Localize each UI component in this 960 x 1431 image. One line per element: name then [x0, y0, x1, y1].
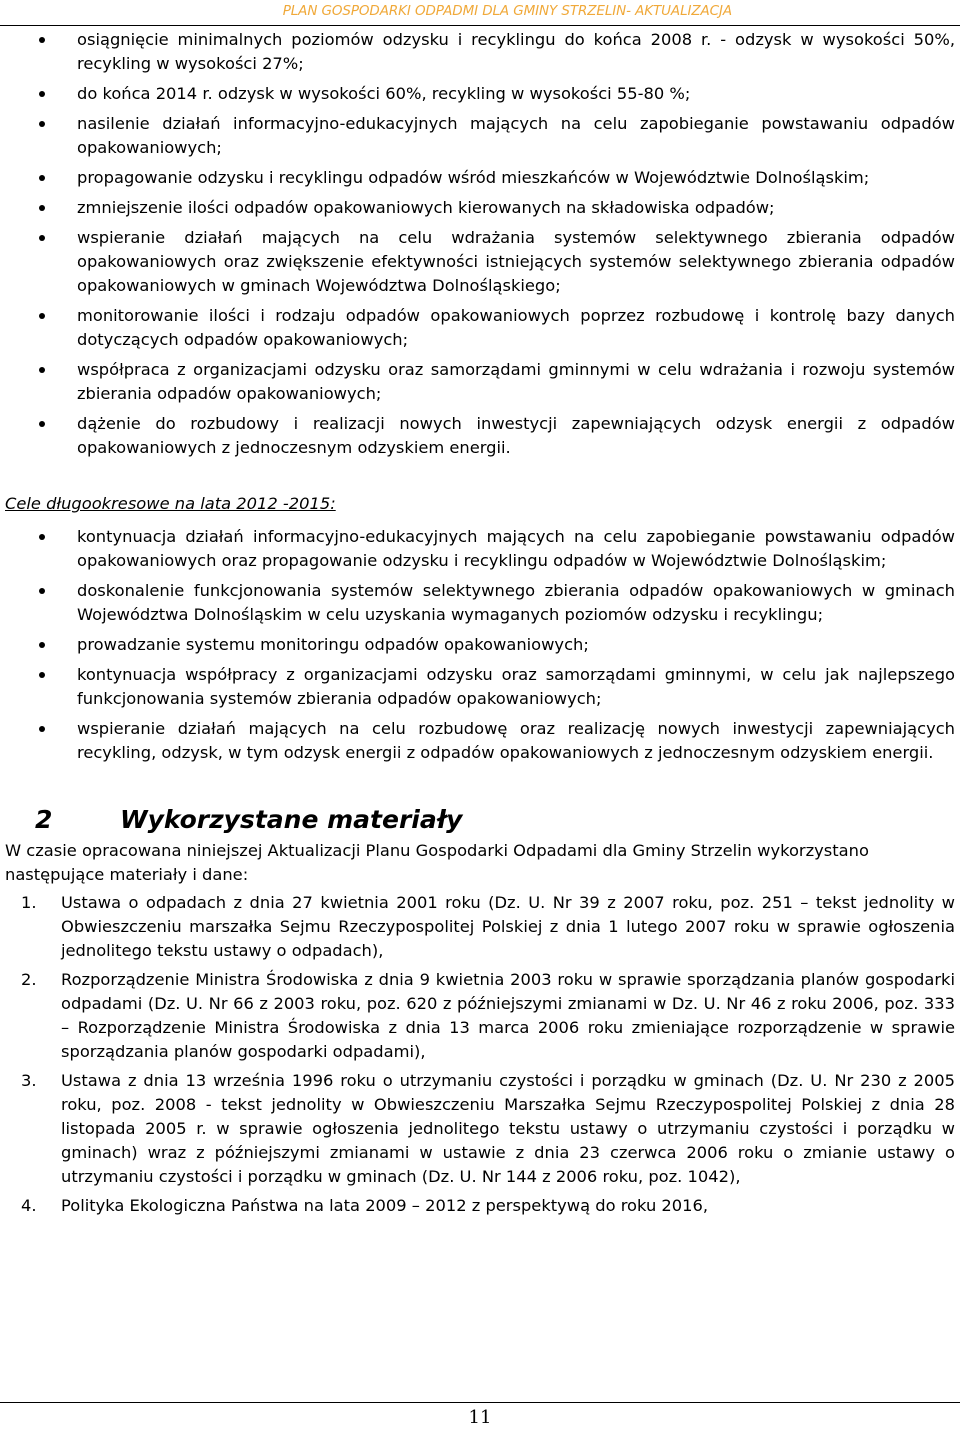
list-item — [0, 358, 955, 406]
section-number: 2 — [35, 805, 53, 834]
bullet-icon — [39, 91, 45, 97]
list-item — [0, 112, 955, 160]
section-title: Wykorzystane materiały — [120, 805, 463, 834]
list-item-text: propagowanie odzysku i recyklingu odpadów wśród mieszkańców w Województwie Dolnośląskim; — [77, 168, 870, 187]
list-item-text: nasilenie działań informacyjno-edukacyjnych mających na celu zapobieganie powstawaniu odpadów opakowaniowych; — [77, 114, 955, 157]
list-item-text: współpraca z organizacjami odzysku oraz samorządami gminnymi w celu wdrażania i rozwoju systemów zbierania odpadów opakowaniowych; — [77, 360, 955, 403]
list-item — [0, 226, 955, 298]
section-intro: W czasie opracowana niniejszej Aktualizacji Planu Gospodarki Odpadami dla Gminy Strzelin wykorzystano następujące materiały i dane: — [5, 841, 869, 884]
footer-rule — [0, 1402, 960, 1403]
list-item-text: kontynuacja współpracy z organizacjami odzysku oraz samorządami gminnymi, w celu jak najlepszego funkcjonowania systemów zbierania odpadów opakowaniowych; — [77, 665, 955, 708]
list-item-text: zmniejszenie ilości odpadów opakowaniowych kierowanych na składowiska odpadów; — [77, 198, 775, 217]
long-term-goals-list — [0, 525, 955, 765]
bullet-icon — [39, 534, 45, 540]
list-item — [0, 304, 955, 352]
bullet-icon — [39, 205, 45, 211]
bullet-icon — [39, 175, 45, 181]
header-rule — [0, 25, 960, 26]
bullet-icon — [39, 121, 45, 127]
short-term-goals-list — [0, 28, 955, 460]
references-list — [0, 891, 955, 1218]
list-item — [0, 412, 955, 460]
running-header: PLAN GOSPODARKI ODPADMI DLA GMINY STRZELIN- AKTUALIZACJA — [282, 3, 732, 19]
list-item — [0, 717, 955, 765]
list-item — [0, 28, 955, 76]
list-item-text: monitorowanie ilości i rodzaju odpadów opakowaniowych poprzez rozbudowę i kontrolę bazy danych dotyczących odpadów opakowaniowych; — [77, 306, 955, 349]
reference-item — [0, 891, 955, 963]
reference-text: Ustawa z dnia 13 września 1996 roku o utrzymaniu czystości i porządku w gminach (Dz. U. Nr 230 z 2005 roku, poz. 2008 - tekst jednolity w Obwieszczeniu Marszałka Sejmu Rzeczypospolitej Polskiej z dnia 28 listopada 2005 r. w sprawie ogłoszenia jednolitego tekstu ustawy o utrzymaniu czystości i porządku w gminach) wraz z późniejszymi zmianami w ustawie z dnia 23 czerwca 2006 roku o zmianie ustawy o utrzymaniu czystości i porządku w gminach (Dz. U. Nr 144 z 2006 roku, poz. 1042), — [61, 1071, 955, 1186]
reference-text: Rozporządzenie Ministra Środowiska z dnia 9 kwietnia 2003 roku w sprawie sporządzania planów gospodarki odpadami (Dz. U. Nr 66 z 2003 roku, poz. 620 z późniejszymi zmianami w Dz. U. Nr 46 z roku 2006, poz. 333 – Rozporządzenie Ministra Środowiska z dnia 13 marca 2006 roku zmieniające rozporządzenie w sprawie sporządzania planów gospodarki odpadami), — [61, 970, 955, 1061]
reference-item — [0, 1194, 955, 1218]
reference-item — [0, 968, 955, 1064]
bullet-icon — [39, 642, 45, 648]
list-item-text: doskonalenie funkcjonowania systemów selektywnego zbierania odpadów opakowaniowych w gminach Województwa Dolnośląskim w celu uzyskania wymaganych poziomów odzysku i recyklingu; — [77, 581, 955, 624]
list-item-text: prowadzanie systemu monitoringu odpadów opakowaniowych; — [77, 635, 589, 654]
bullet-icon — [39, 367, 45, 373]
page-content — [0, 28, 955, 1223]
bullet-icon — [39, 37, 45, 43]
long-term-heading: Cele długookresowe na lata 2012 -2015: — [5, 494, 336, 513]
reference-number: 4. — [21, 1196, 37, 1215]
page-number: 11 — [468, 1407, 492, 1428]
list-item-text: do końca 2014 r. odzysk w wysokości 60%, recykling w wysokości 55-80 %; — [77, 84, 691, 103]
list-item-text: osiągnięcie minimalnych poziomów odzysku i recyklingu do końca 2008 r. - odzysk w wysokości 50%, recykling w wysokości 27%; — [77, 30, 955, 73]
list-item — [0, 82, 955, 106]
list-item-text: kontynuacja działań informacyjno-edukacyjnych mających na celu zapobieganie powstawaniu odpadów opakowaniowych oraz propagowanie odzysku i recyklingu odpadów w Województwie Dolnośląskim; — [77, 527, 955, 570]
list-item — [0, 196, 955, 220]
list-item — [0, 633, 955, 657]
list-item — [0, 166, 955, 190]
section-heading — [0, 805, 955, 835]
bullet-icon — [39, 672, 45, 678]
bullet-icon — [39, 588, 45, 594]
list-item-text: dążenie do rozbudowy i realizacji nowych inwestycji zapewniających odzysk energii z odpadów opakowaniowych z jednoczesnym odzyskiem energii. — [77, 414, 955, 457]
bullet-icon — [39, 421, 45, 427]
reference-number: 2. — [21, 970, 37, 989]
bullet-icon — [39, 313, 45, 319]
reference-number: 1. — [21, 893, 37, 912]
reference-item — [0, 1069, 955, 1189]
reference-text: Ustawa o odpadach z dnia 27 kwietnia 2001 roku (Dz. U. Nr 39 z 2007 roku, poz. 251 – tekst jednolity w Obwieszczeniu marszałka Sejmu Rzeczypospolitej Polskiej z dnia 1 lutego 2007 roku w sprawie ogłoszenia jednolitego tekstu ustawy o odpadach), — [61, 893, 955, 960]
list-item — [0, 663, 955, 711]
list-item-text: wspieranie działań mających na celu wdrażania systemów selektywnego zbierania odpadów opakowaniowych oraz zwiększenie efektywności istniejących systemów selektywnego zbierania odpadów opakowaniowych w gminach Województwa Dolnośląskiego; — [77, 228, 955, 295]
list-item-text: wspieranie działań mających na celu rozbudowę oraz realizację nowych inwestycji zapewniających recykling, odzysk, w tym odzysk energii z odpadów opakowaniowych z jednoczesnym odzyskiem energii. — [77, 719, 955, 762]
list-item — [0, 579, 955, 627]
list-item — [0, 525, 955, 573]
reference-number: 3. — [21, 1071, 37, 1090]
bullet-icon — [39, 726, 45, 732]
reference-text: Polityka Ekologiczna Państwa na lata 2009 – 2012 z perspektywą do roku 2016, — [61, 1196, 709, 1215]
bullet-icon — [39, 235, 45, 241]
